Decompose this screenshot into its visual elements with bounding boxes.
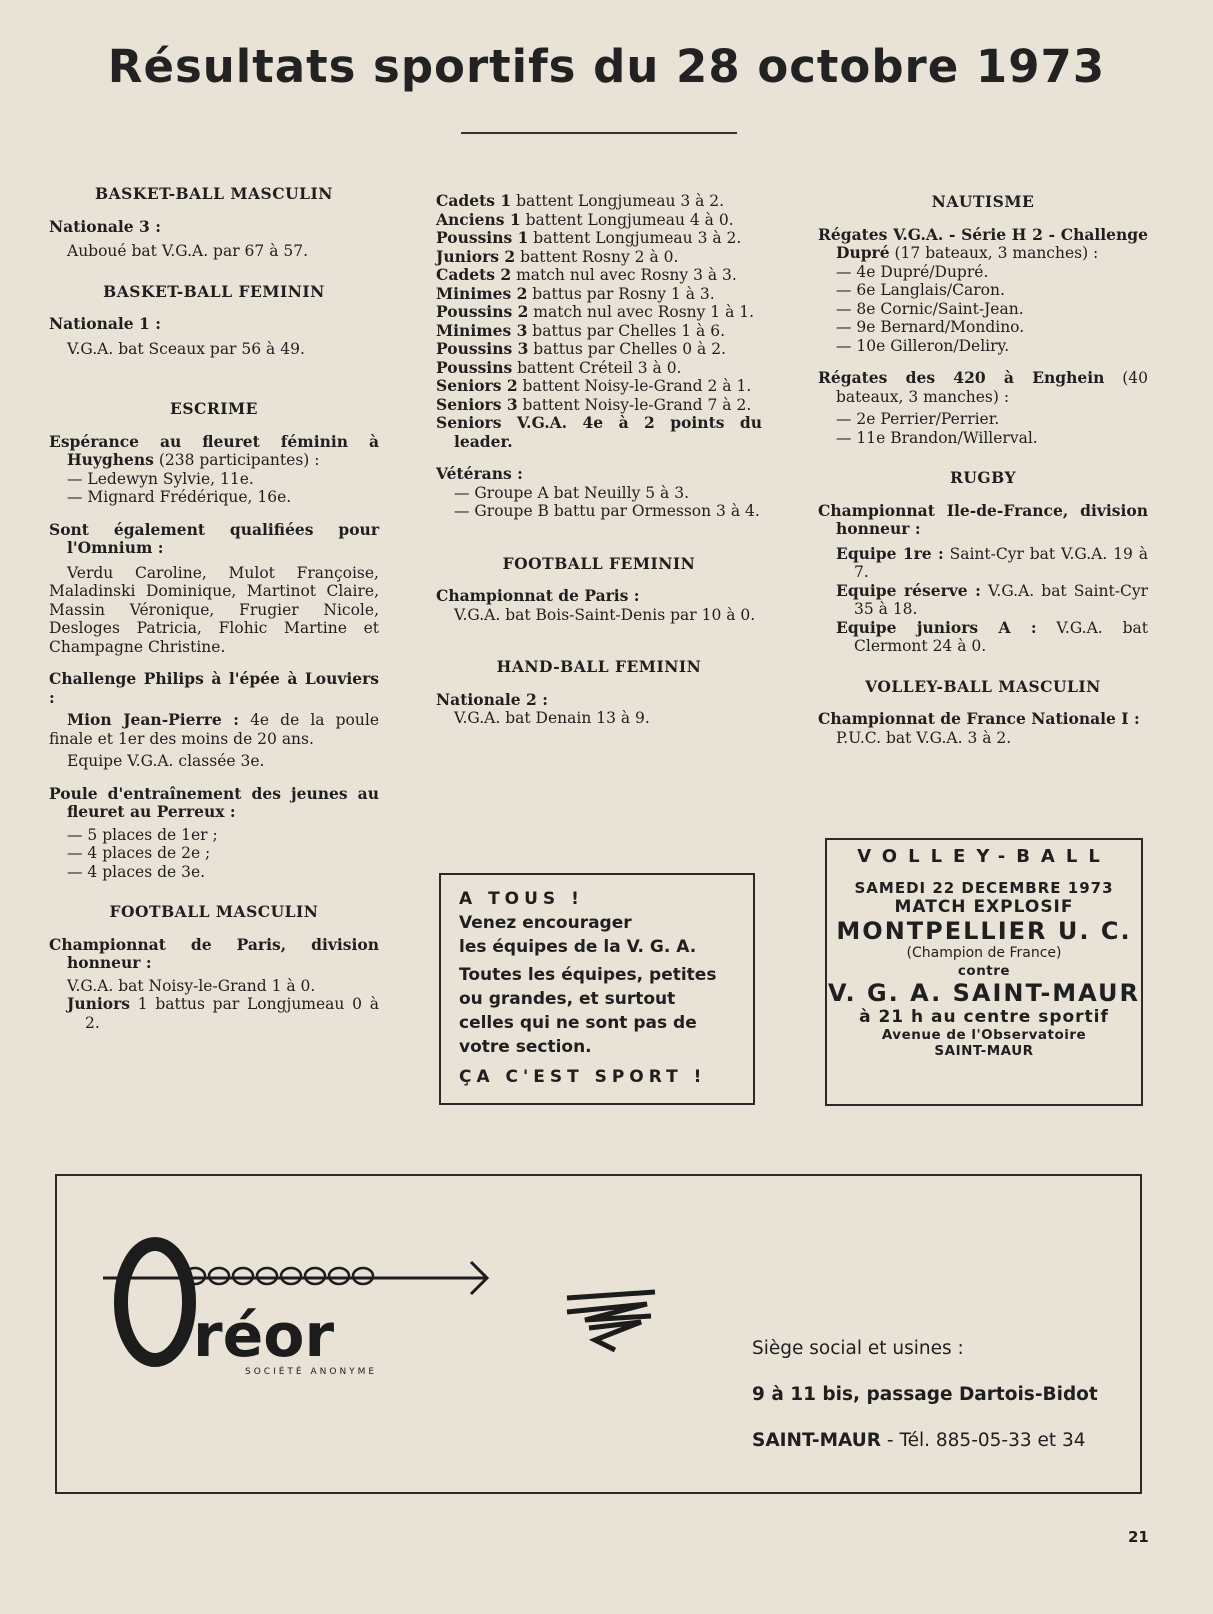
subheading: Championnat de France Nationale I : [818, 709, 1140, 728]
team-1-note: (Champion de France) [906, 945, 1062, 961]
section-heading-basket-feminin: BASKET-BALL FEMININ [103, 281, 325, 301]
result-line [436, 266, 762, 285]
subheading: Challenge Philips à l'épée à Louviers : [49, 669, 379, 707]
bold-text: Mion Jean-Pierre : [67, 710, 239, 729]
bold-text: Régates V.G.A. - Série H 2 - Challenge Dupré [818, 224, 1148, 262]
result-line: — 6e Langlais/Caron. [836, 281, 1005, 299]
page-number: 21 [1128, 1528, 1149, 1546]
category-label: Seniors 3 [436, 394, 518, 414]
event-city: SAINT-MAUR [934, 1043, 1034, 1059]
volley-ball-event-box [825, 838, 1143, 1106]
result-line: V.G.A. bat Noisy-le-Grand 1 à 0. [67, 976, 316, 995]
result-line [436, 396, 762, 415]
paragraph [818, 226, 1148, 263]
paragraph [49, 433, 379, 470]
result-line [436, 285, 762, 304]
ad-address: 9 à 11 bis, passage Dartois-Bidot [752, 1384, 1098, 1405]
category-label: Anciens 1 [436, 209, 521, 229]
category-label: Seniors 2 [436, 376, 518, 395]
ad-city-line [752, 1418, 1098, 1464]
box-line: Toutes les équipes, petites [459, 965, 717, 985]
logo-loops [185, 1268, 373, 1284]
zigzag-emblem [567, 1292, 655, 1350]
result-line [436, 192, 762, 211]
result-line [818, 619, 1148, 656]
result-text: match nul avec Rosny 3 à 3. [511, 266, 737, 284]
result-line: — Ledewyn Sylvie, 11e. [67, 469, 254, 488]
text: (238 participantes) : [153, 451, 320, 469]
versus: contre [957, 963, 1011, 979]
event-tagline: MATCH EXPLOSIF [894, 897, 1074, 917]
results-list [436, 192, 762, 414]
result-line: — Groupe B battu par Ormesson 3 à 4. [454, 502, 760, 520]
subheading: Nationale 3 : [49, 216, 161, 236]
oreor-advertisement [55, 1174, 1142, 1494]
title-underline [461, 132, 737, 134]
result-text: match nul avec Rosny 1 à 1. [528, 303, 755, 321]
box-line: les équipes de la V. G. A. [459, 937, 697, 957]
bold-text: Equipe réserve : [836, 580, 981, 600]
result-line: — 2e Perrier/Perrier. [836, 410, 1000, 428]
result-text: battent Noisy-le-Grand 7 à 2. [517, 395, 752, 414]
category-label: Cadets 1 [436, 191, 512, 210]
subheading: Vétérans : [436, 464, 523, 483]
text: (17 bateaux, 3 manches) : [889, 244, 1099, 262]
subheading: Poule d'entraînement des jeunes au fleuret au Perreux : [49, 783, 379, 821]
brand-wordmark: réor [193, 1301, 335, 1371]
event-title: VOLLEY-BALL [857, 846, 1111, 867]
ad-phone: - Tél. 885-05-33 et 34 [881, 1430, 1086, 1451]
result-line: — 4 places de 3e. [67, 862, 206, 881]
result-line: — Mignard Frédérique, 16e. [67, 488, 292, 506]
box-line: votre section. [459, 1037, 592, 1057]
category-label: Minimes 2 [436, 283, 528, 303]
text: 4e de la poule finale et 1er des moins de 20 ans. [49, 711, 379, 748]
ad-siege: Siège social et usines : [752, 1338, 964, 1359]
subheading: Championnat de Paris : [436, 586, 640, 605]
oreor-logo [95, 1216, 715, 1376]
bold-text: Equipe 1re : [836, 543, 944, 563]
event-time: à 21 h au centre sportif [859, 1007, 1109, 1027]
box-line: ou grandes, et surtout [459, 989, 676, 1009]
event-date: SAMEDI 22 DECEMBRE 1973 [854, 879, 1114, 897]
result-line: — Groupe A bat Neuilly 5 à 3. [454, 483, 690, 502]
paragraph [818, 369, 1148, 406]
bold-text: Espérance au fleuret féminin à Huyghens [49, 431, 379, 469]
bold-text: Régates des 420 à Enghein [818, 368, 1105, 387]
result-line: V.G.A. bat Sceaux par 56 à 49. [67, 339, 305, 358]
section-heading-basket-masculin: BASKET-BALL MASCULIN [95, 184, 333, 203]
section-heading-football-feminin: FOOTBALL FEMININ [502, 553, 696, 573]
a-tous-box [439, 873, 755, 1105]
category-label: Poussins [436, 357, 513, 377]
subheading: Championnat de Paris, division honneur : [49, 934, 379, 972]
result-line: V.G.A. bat Denain 13 à 9. [454, 709, 650, 727]
subheading: Championnat Ile-de-France, division honneur : [818, 500, 1148, 538]
result-line [436, 340, 762, 359]
column-2 [436, 192, 762, 728]
category-label: Poussins 3 [436, 339, 529, 358]
result-line: — 4 places de 2e ; [67, 844, 211, 862]
result-line [436, 248, 762, 267]
result-line [436, 303, 762, 322]
result-line: — 8e Cornic/Saint-Jean. [836, 299, 1024, 318]
result-line [436, 322, 762, 341]
text: Saint-Cyr bat V.G.A. 19 à 7. [854, 544, 1148, 581]
column-1 [49, 185, 379, 1032]
result-line: V.G.A. bat Bois-Saint-Denis par 10 à 0. [454, 605, 756, 624]
box-line: A TOUS ! [459, 889, 584, 909]
subheading: Nationale 2 : [436, 689, 548, 709]
company-type: SOCIÉTÉ ANONYME [245, 1367, 378, 1376]
result-line: — 9e Bernard/Mondino. [836, 318, 1025, 336]
result-text: battent Longjumeau 4 à 0. [520, 210, 734, 229]
text: V.G.A. bat Saint-Cyr 35 à 18. [854, 581, 1148, 618]
page-title: Résultats sportifs du 28 octobre 1973 [107, 40, 1106, 93]
box-line: Venez encourager [459, 913, 632, 933]
result-text: battus par Chelles 0 à 2. [528, 340, 727, 358]
result-line [436, 359, 762, 378]
box-line: celles qui ne sont pas de [459, 1013, 697, 1033]
result-text: battent Rosny 2 à 0. [515, 247, 679, 266]
text: (40 bateaux, 3 manches) : [836, 369, 1148, 406]
team-1: MONTPELLIER U. C. [836, 917, 1132, 945]
result-line: Auboué bat V.G.A. par 67 à 57. [67, 242, 309, 260]
text: V.G.A. bat Clermont 24 à 0. [854, 618, 1148, 655]
result-text: battus par Chelles 1 à 6. [527, 321, 726, 340]
section-heading-nautisme: NAUTISME [931, 192, 1035, 211]
bold-text: Equipe juniors A : [836, 617, 1037, 637]
category-label: Minimes 3 [436, 320, 528, 340]
paragraph [49, 711, 379, 748]
result-text: battus par Rosny 1 à 3. [527, 284, 715, 303]
result-text: battent Créteil 3 à 0. [512, 358, 682, 377]
ad-contact [752, 1326, 1098, 1464]
result-line: P.U.C. bat V.G.A. 3 à 2. [836, 728, 1012, 747]
event-address: Avenue de l'Observatoire [881, 1027, 1087, 1043]
result-line: — 11e Brandon/Willerval. [836, 428, 1038, 447]
bold-text: Juniors [67, 994, 130, 1013]
result-text: battent Longjumeau 3 à 2. [511, 192, 725, 210]
result-line [818, 545, 1148, 582]
category-label: Poussins 2 [436, 302, 529, 321]
section-heading-volley-masculin: VOLLEY-BALL MASCULIN [865, 676, 1101, 696]
result-line [436, 229, 762, 248]
subheading: Nationale 1 : [49, 314, 161, 333]
result-line [49, 995, 379, 1032]
category-label: Poussins 1 [436, 228, 529, 247]
result-line [436, 211, 762, 230]
section-heading-handball-feminin: HAND-BALL FEMININ [496, 657, 702, 676]
section-heading-football-masculin: FOOTBALL MASCULIN [109, 902, 319, 921]
result-line: — 4e Dupré/Dupré. [836, 262, 989, 281]
box-line: ÇA C'EST SPORT ! [459, 1067, 707, 1087]
category-label: Juniors 2 [436, 246, 516, 266]
column-3 [818, 193, 1148, 747]
result-line: Equipe V.G.A. classée 3e. [67, 752, 265, 770]
section-heading-escrime: ESCRIME [170, 399, 258, 418]
section-heading-rugby: RUGBY [949, 468, 1017, 487]
text: 1 battus par Longjumeau 0 à 2. [85, 995, 379, 1032]
result-text: battent Longjumeau 3 à 2. [528, 229, 742, 247]
result-line [818, 582, 1148, 619]
result-line [436, 377, 762, 396]
ad-city: SAINT-MAUR [752, 1430, 882, 1451]
result-line: — 10e Gilleron/Deliry. [836, 336, 1010, 355]
subheading: Sont également qualifiées pour l'Omnium : [49, 519, 379, 557]
category-label: Cadets 2 [436, 265, 512, 284]
seniors-vga-line: Seniors V.G.A. 4e à 2 points du leader. [436, 413, 762, 451]
team-2: V. G. A. SAINT-MAUR [828, 979, 1140, 1007]
names-list: Verdu Caroline, Mulot Françoise, Maladinski Dominique, Martinot Claire, Massin Véronique, Frugier Nicole, Desloges Patricia, Flohic Martine et Champagne Christine. [49, 563, 379, 656]
result-text: battent Noisy-le-Grand 2 à 1. [517, 377, 752, 395]
result-line: — 5 places de 1er ; [67, 825, 218, 844]
